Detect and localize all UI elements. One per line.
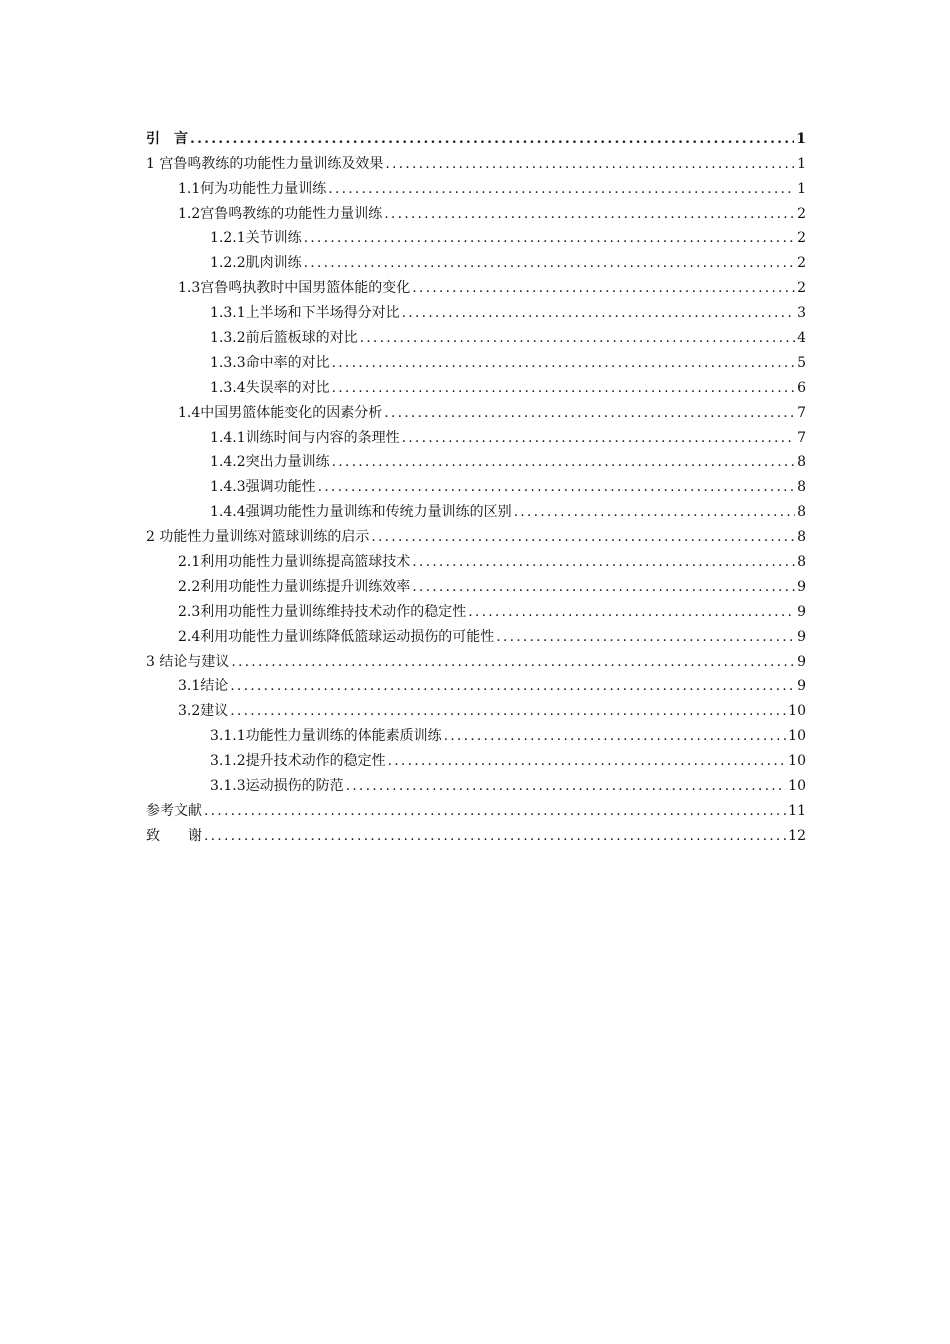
toc-entry-label: 1.2.1关节训练 [210, 230, 302, 247]
toc-entry-page-number: 1 [796, 130, 806, 147]
toc-leader-dots [412, 552, 795, 572]
toc-entry-label: 3.1.1功能性力量训练的体能素质训练 [210, 728, 442, 745]
toc-entry-label: 3.1.3运动损伤的防范 [210, 778, 344, 795]
toc-entry[interactable] [146, 821, 806, 846]
toc-leader-dots [384, 403, 795, 423]
toc-entry-page-number: 9 [797, 578, 806, 595]
toc-entry-label: 1 宫鲁鸣教练的功能性力量训练及效果 [146, 155, 384, 172]
toc-entry-page-number: 2 [797, 205, 806, 222]
toc-leader-dots [412, 577, 795, 597]
toc-leader-dots [402, 428, 795, 448]
toc-leader-dots [332, 452, 795, 472]
toc-leader-dots [190, 129, 794, 149]
toc-entry-label: 3.1结论 [178, 678, 229, 695]
toc-entry[interactable] [146, 273, 806, 298]
toc-entry-page-number: 2 [797, 230, 806, 247]
toc-entry[interactable] [146, 672, 806, 697]
toc-entry[interactable] [146, 224, 806, 249]
toc-leader-dots [332, 378, 795, 398]
toc-entry-label: 1.3.1上半场和下半场得分对比 [210, 305, 400, 322]
toc-entry-label: 1.4.4强调功能性力量训练和传统力量训练的区别 [210, 504, 512, 521]
toc-leader-dots [496, 627, 795, 647]
toc-entry-page-number: 8 [797, 454, 806, 471]
toc-entry-page-number: 9 [797, 628, 806, 645]
toc-entry-label: 引 言 [146, 130, 188, 147]
toc-entry-page-number: 8 [797, 554, 806, 571]
toc-entry[interactable] [146, 522, 806, 547]
toc-leader-dots [360, 328, 795, 348]
toc-entry[interactable] [146, 796, 806, 821]
toc-entry-page-number: 1 [797, 155, 806, 172]
toc-entry-label: 2.4利用功能性力量训练降低篮球运动损伤的可能性 [178, 628, 495, 645]
toc-entry-page-number: 9 [797, 653, 806, 670]
toc-leader-dots [304, 253, 795, 273]
toc-leader-dots [371, 527, 795, 547]
toc-entry-label: 1.3.2前后篮板球的对比 [210, 330, 358, 347]
toc-leader-dots [412, 278, 795, 298]
toc-leader-dots [318, 477, 795, 497]
toc-entry[interactable] [146, 448, 806, 473]
toc-entry[interactable] [146, 547, 806, 572]
toc-entry[interactable] [146, 373, 806, 398]
toc-entry-label: 1.3.4失误率的对比 [210, 379, 330, 396]
toc-entry[interactable] [146, 398, 806, 423]
toc-entry-page-number: 7 [797, 429, 806, 446]
toc-entry-label: 致 谢 [146, 827, 202, 844]
toc-entry-page-number: 8 [797, 504, 806, 521]
toc-entry[interactable] [146, 721, 806, 746]
toc-entry[interactable] [146, 423, 806, 448]
toc-entry-page-number: 10 [788, 703, 806, 720]
toc-entry-label: 参考文献 [146, 802, 202, 819]
toc-entry-label: 3.2建议 [178, 703, 229, 720]
toc-entry-label: 2.2利用功能性力量训练提升训练效率 [178, 578, 411, 595]
toc-entry[interactable] [146, 199, 806, 224]
toc-leader-dots [444, 726, 787, 746]
toc-entry[interactable] [146, 248, 806, 273]
toc-entry-page-number: 6 [797, 379, 806, 396]
toc-entry[interactable] [146, 149, 806, 174]
toc-entry-page-number: 12 [788, 827, 806, 844]
toc-entry-page-number: 8 [797, 529, 806, 546]
toc-entry-page-number: 9 [797, 678, 806, 695]
toc-entry-label: 3.1.2提升技术动作的稳定性 [210, 753, 386, 770]
toc-leader-dots [346, 776, 787, 796]
toc-entry-label: 1.4中国男篮体能变化的因素分析 [178, 404, 383, 421]
toc-entry-label: 2.1利用功能性力量训练提高篮球技术 [178, 554, 411, 571]
toc-leader-dots [328, 179, 795, 199]
toc-leader-dots [468, 602, 795, 622]
toc-entry[interactable] [146, 348, 806, 373]
toc-entry-label: 1.3宫鲁鸣执教时中国男篮体能的变化 [178, 280, 411, 297]
toc-leader-dots [385, 154, 795, 174]
toc-entry[interactable] [146, 174, 806, 199]
toc-entry-page-number: 7 [797, 404, 806, 421]
toc-entry-label: 2.3利用功能性力量训练维持技术动作的稳定性 [178, 603, 467, 620]
toc-entry[interactable] [146, 323, 806, 348]
toc-leader-dots [402, 303, 795, 323]
toc-entry[interactable] [146, 696, 806, 721]
toc-leader-dots [231, 652, 795, 672]
toc-entry-label: 1.3.3命中率的对比 [210, 354, 330, 371]
toc-entry-page-number: 9 [797, 603, 806, 620]
toc-leader-dots [230, 701, 786, 721]
toc-entry[interactable] [146, 472, 806, 497]
toc-leader-dots [204, 801, 786, 821]
toc-entry-page-number: 3 [797, 305, 806, 322]
toc-entry-page-number: 8 [797, 479, 806, 496]
toc-entry[interactable] [146, 572, 806, 597]
toc-entry-page-number: 10 [788, 778, 806, 795]
toc-entry[interactable] [146, 647, 806, 672]
toc-leader-dots [304, 228, 795, 248]
toc-entry-page-number: 10 [788, 753, 806, 770]
toc-entry-label: 1.1何为功能性力量训练 [178, 180, 327, 197]
toc-entry-label: 1.4.3强调功能性 [210, 479, 316, 496]
toc-entry[interactable] [146, 622, 806, 647]
toc-entry-label: 1.2.2肌肉训练 [210, 255, 302, 272]
toc-entry[interactable] [146, 597, 806, 622]
toc-entry-page-number: 11 [788, 802, 806, 819]
toc-entry-page-number: 5 [797, 354, 806, 371]
table-of-contents [146, 124, 806, 846]
toc-leader-dots [230, 676, 795, 696]
toc-entry[interactable] [146, 497, 806, 522]
toc-entry-label: 1.2宫鲁鸣教练的功能性力量训练 [178, 205, 383, 222]
toc-entry-label: 1.4.2突出力量训练 [210, 454, 330, 471]
toc-leader-dots [514, 502, 795, 522]
toc-entry-page-number: 1 [797, 180, 806, 197]
toc-entry[interactable] [146, 124, 806, 149]
toc-entry-label: 3 结论与建议 [146, 653, 230, 670]
toc-entry[interactable] [146, 771, 806, 796]
toc-entry-page-number: 4 [797, 330, 806, 347]
toc-entry[interactable] [146, 298, 806, 323]
toc-entry-label: 2 功能性力量训练对篮球训练的启示 [146, 529, 370, 546]
toc-entry-page-number: 2 [797, 255, 806, 272]
toc-entry-page-number: 2 [797, 280, 806, 297]
toc-entry-page-number: 10 [788, 728, 806, 745]
toc-leader-dots [384, 204, 795, 224]
toc-leader-dots [204, 826, 786, 846]
toc-entry-label: 1.4.1训练时间与内容的条理性 [210, 429, 400, 446]
toc-leader-dots [332, 353, 795, 373]
toc-leader-dots [388, 751, 787, 771]
toc-entry[interactable] [146, 746, 806, 771]
